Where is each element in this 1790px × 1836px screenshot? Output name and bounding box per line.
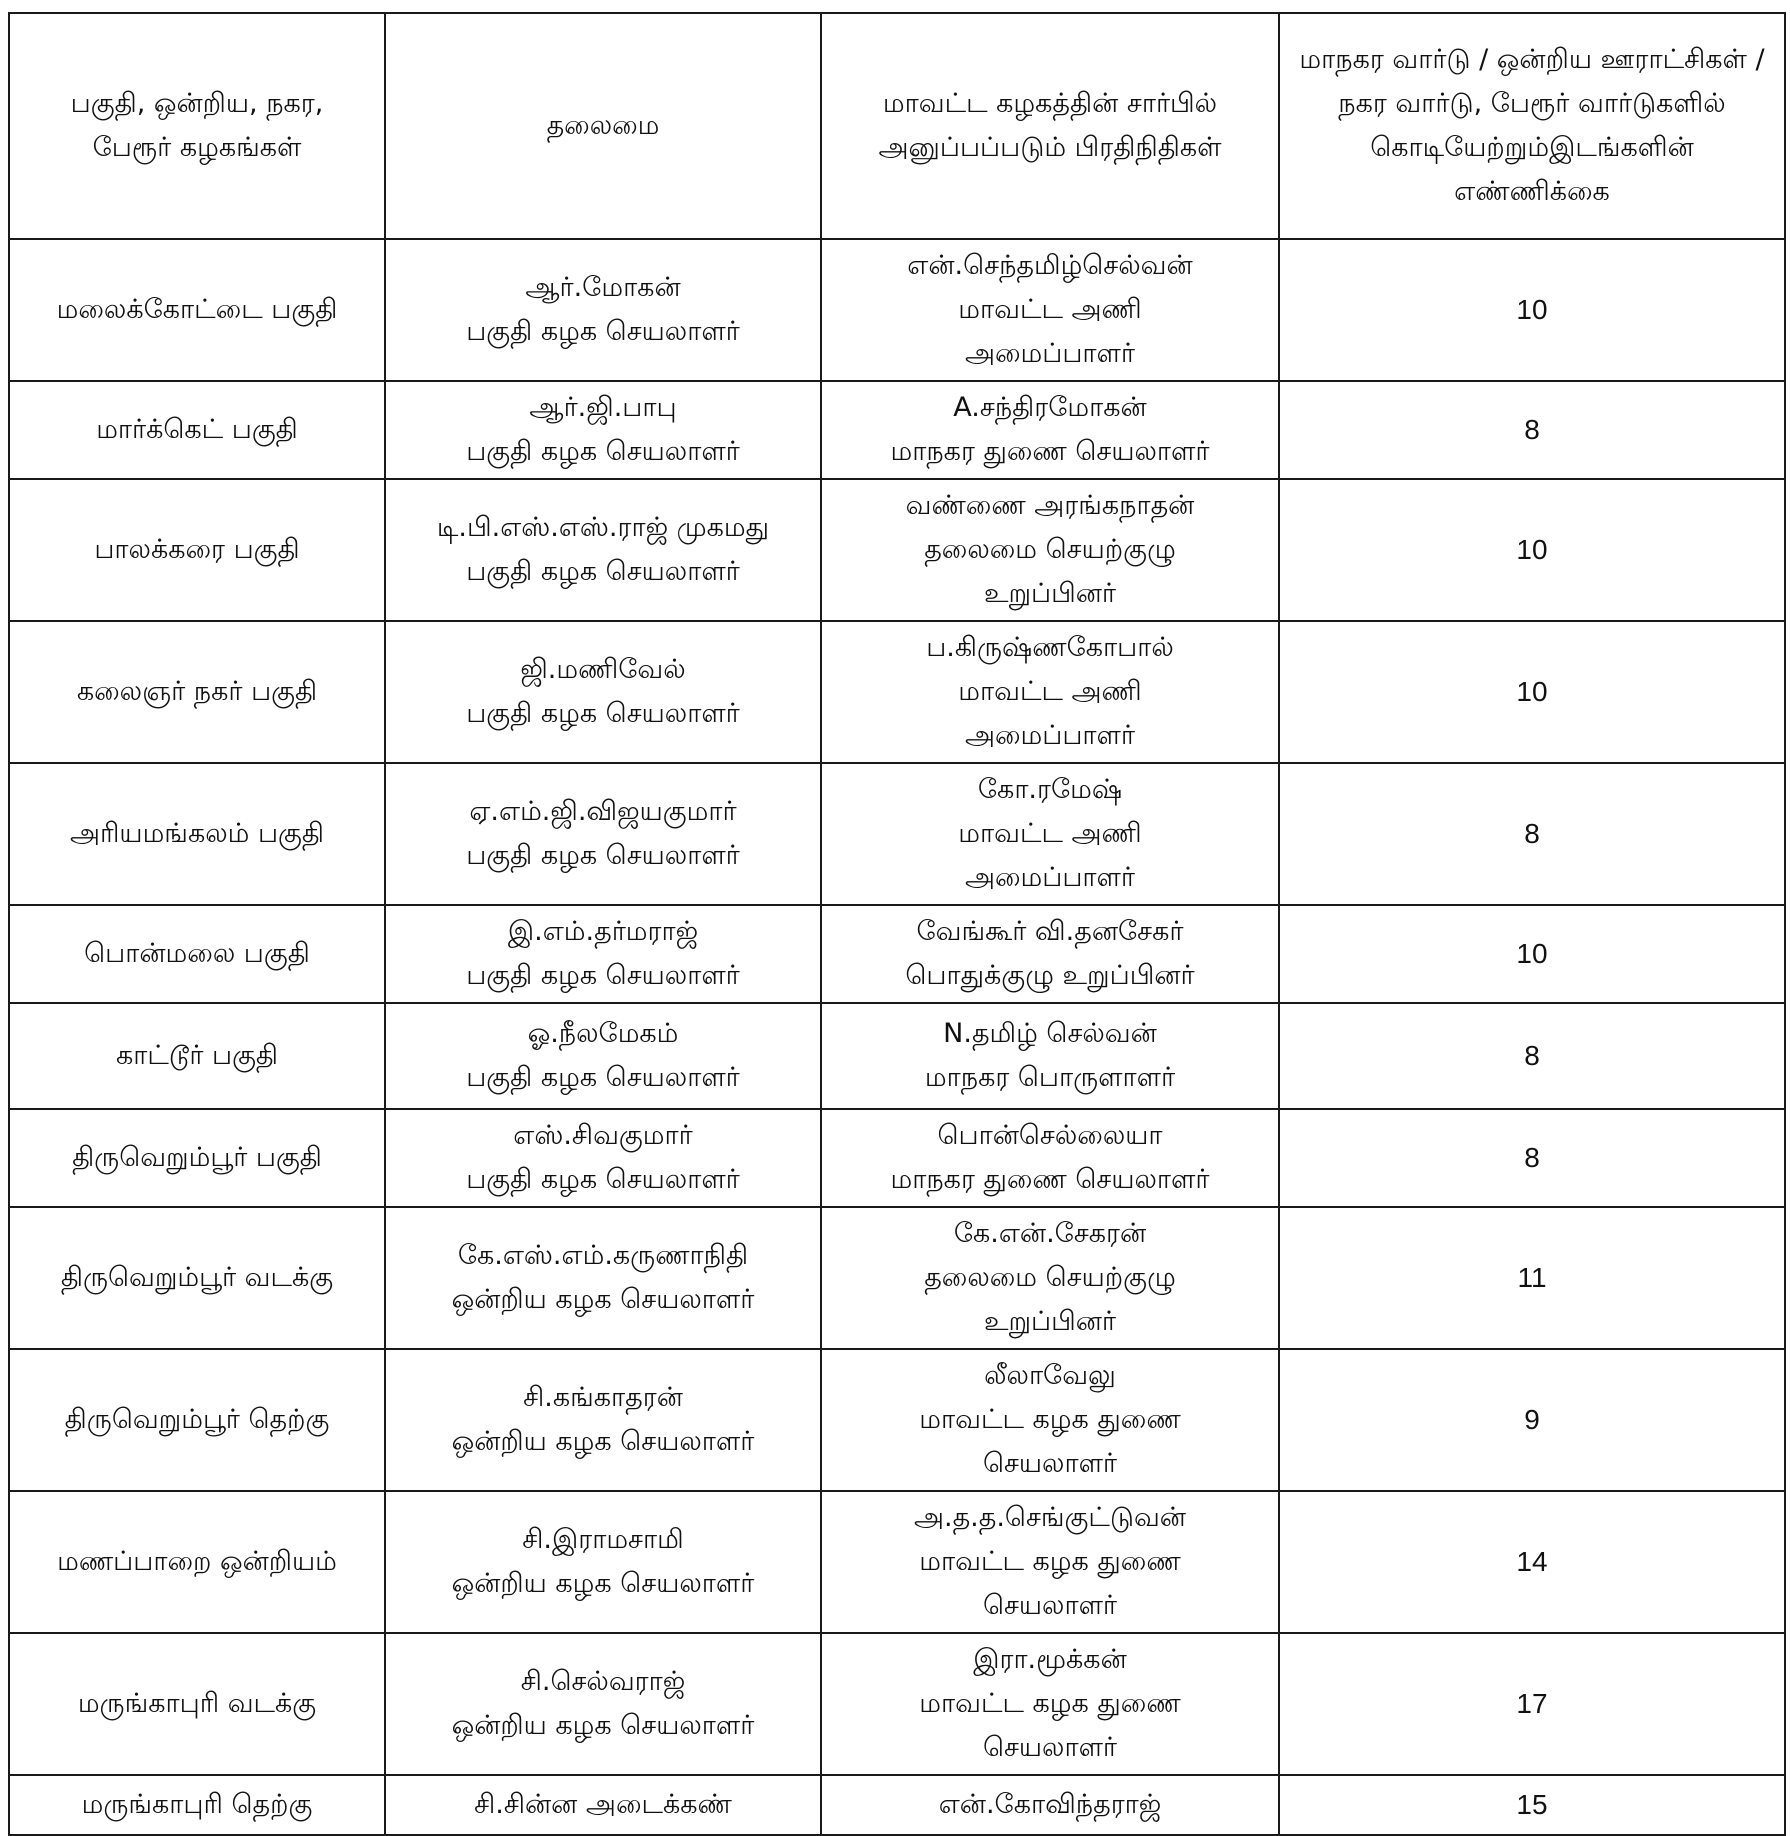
header-flag-count: மாநகர வார்டு / ஒன்றிய ஊராட்சிகள் / நகர வார்டு, பேரூர் வார்டுகளில் கொடியேற்றும்இடங்களின் எண்ணிக்கை	[1279, 13, 1785, 239]
flag-count-cell	[1279, 905, 1785, 1003]
representative-name: என்.கோவிந்தராஜ்	[938, 1789, 1162, 1820]
representative-name: இரா.மூக்கன்	[973, 1644, 1127, 1675]
leadership-cell	[385, 905, 821, 1003]
leadership-cell	[385, 239, 821, 381]
unit-cell	[9, 905, 385, 1003]
flag-count: 8	[1524, 1040, 1540, 1071]
leadership-cell	[385, 479, 821, 621]
flag-count-cell	[1279, 1491, 1785, 1633]
representative-role: மாவட்ட அணி அமைப்பாளர்	[958, 818, 1142, 893]
representative-cell	[821, 1003, 1279, 1109]
leader-role: பகுதி கழக செயலாளர்	[466, 1062, 740, 1093]
table-row	[9, 1775, 1785, 1835]
flag-count-cell	[1279, 621, 1785, 763]
flag-count-cell	[1279, 381, 1785, 479]
leadership-cell	[385, 1003, 821, 1109]
leader-role: பகுதி கழக செயலாளர்	[466, 436, 740, 467]
unit-cell	[9, 479, 385, 621]
leader-name: ஆர்.மோகன்	[525, 272, 681, 303]
unit-cell	[9, 763, 385, 905]
unit-cell	[9, 1003, 385, 1109]
flag-count: 14	[1516, 1546, 1548, 1577]
flag-count-cell	[1279, 1109, 1785, 1207]
leadership-cell	[385, 1349, 821, 1491]
flag-count-cell	[1279, 239, 1785, 381]
representative-cell	[821, 479, 1279, 621]
table-row	[9, 479, 1785, 621]
flag-count-cell	[1279, 1349, 1785, 1491]
representative-cell	[821, 621, 1279, 763]
table-row	[9, 1207, 1785, 1349]
header-unit: பகுதி, ஒன்றிய, நகர, பேரூர் கழகங்கள்	[9, 13, 385, 239]
leader-role: பகுதி கழக செயலாளர்	[466, 698, 740, 729]
leadership-cell	[385, 763, 821, 905]
representative-role: மாவட்ட அணி அமைப்பாளர்	[958, 294, 1142, 369]
unit-cell	[9, 1109, 385, 1207]
representative-role: தலைமை செயற்குழு உறுப்பினர்	[924, 1262, 1176, 1337]
representative-role: மாவட்ட கழக துணை செயலாளர்	[919, 1688, 1181, 1763]
representative-name: A.சந்திரமோகன்	[953, 392, 1147, 423]
leadership-cell	[385, 621, 821, 763]
unit-name: மலைக்கோட்டை பகுதி	[56, 294, 338, 325]
flag-count: 10	[1516, 676, 1548, 707]
leadership-cell	[385, 381, 821, 479]
unit-name: திருவெறும்பூர் பகுதி	[72, 1142, 322, 1173]
table-row	[9, 1109, 1785, 1207]
flag-count-cell	[1279, 1775, 1785, 1835]
table-row	[9, 1003, 1785, 1109]
leader-name: எஸ்.சிவகுமார்	[513, 1120, 693, 1151]
flag-count: 15	[1516, 1789, 1548, 1820]
representative-cell	[821, 381, 1279, 479]
leader-name: ஜி.மணிவேல்	[520, 654, 686, 685]
unit-cell	[9, 1207, 385, 1349]
unit-cell	[9, 381, 385, 479]
flag-count-cell	[1279, 479, 1785, 621]
unit-cell	[9, 621, 385, 763]
leader-name: சி.இராமசாமி	[522, 1524, 684, 1555]
representative-cell	[821, 763, 1279, 905]
table-row	[9, 905, 1785, 1003]
flag-count: 8	[1524, 818, 1540, 849]
representative-name: N.தமிழ் செல்வன்	[943, 1018, 1157, 1049]
flag-count: 11	[1517, 1262, 1547, 1293]
leadership-cell	[385, 1775, 821, 1835]
representative-role: மாநகர துணை செயலாளர்	[890, 436, 1210, 467]
representative-cell	[821, 1633, 1279, 1775]
representative-name: லீலாவேலு	[984, 1360, 1116, 1391]
table-header-row	[9, 13, 1785, 239]
representative-role: மாவட்ட கழக துணை செயலாளர்	[919, 1404, 1181, 1479]
unit-name: மார்க்கெட் பகுதி	[96, 414, 298, 445]
header-representatives: மாவட்ட கழகத்தின் சார்பில் அனுப்பப்படும் பிரதிநிதிகள்	[821, 13, 1279, 239]
representative-name: ப.கிருஷ்ணகோபால்	[926, 632, 1174, 663]
unit-name: திருவெறும்பூர் வடக்கு	[60, 1262, 334, 1293]
unit-cell	[9, 1633, 385, 1775]
representative-cell	[821, 1207, 1279, 1349]
unit-name: கலைஞர் நகர் பகுதி	[76, 676, 318, 707]
table-row	[9, 1633, 1785, 1775]
representative-role: மாநகர பொருளாளர்	[924, 1062, 1176, 1093]
representative-name: வண்ணை அரங்கநாதன்	[905, 490, 1195, 521]
table-row	[9, 621, 1785, 763]
unit-name: காட்டூர் பகுதி	[115, 1040, 279, 1071]
unit-name: பாலக்கரை பகுதி	[94, 534, 300, 565]
unit-name: அரியமங்கலம் பகுதி	[69, 818, 324, 849]
leader-name: சி.செல்வராஜ்	[520, 1666, 686, 1697]
representative-role: பொதுக்குழு உறுப்பினர்	[905, 960, 1195, 991]
flag-count: 8	[1524, 414, 1540, 445]
flag-count: 10	[1516, 534, 1548, 565]
representative-role: மாவட்ட கழக துணை செயலாளர்	[919, 1546, 1181, 1621]
representative-cell	[821, 1491, 1279, 1633]
leader-role: ஒன்றிய கழக செயலாளர்	[451, 1568, 755, 1599]
representative-name: பொன்செல்லையா	[937, 1120, 1163, 1151]
unit-cell	[9, 1491, 385, 1633]
unit-name: மருங்காபுரி வடக்கு	[77, 1688, 317, 1719]
leader-name: கே.எஸ்.எம்.கருணாநிதி	[457, 1240, 749, 1271]
representative-cell	[821, 239, 1279, 381]
flag-count-cell	[1279, 1003, 1785, 1109]
table-body	[9, 239, 1785, 1835]
leader-role: ஒன்றிய கழக செயலாளர்	[451, 1284, 755, 1315]
representative-cell	[821, 1349, 1279, 1491]
representative-name: வேங்கூர் வி.தனசேகர்	[916, 916, 1184, 947]
flag-count: 17	[1516, 1688, 1548, 1719]
flag-count-cell	[1279, 1207, 1785, 1349]
leader-role: பகுதி கழக செயலாளர்	[466, 316, 740, 347]
table-row	[9, 763, 1785, 905]
representative-name: என்.செந்தமிழ்செல்வன்	[907, 250, 1193, 281]
unit-name: மருங்காபுரி தெற்கு	[81, 1789, 313, 1820]
unit-name: மணப்பாறை ஒன்றியம்	[57, 1546, 337, 1577]
table-row	[9, 381, 1785, 479]
flag-count: 10	[1516, 294, 1548, 325]
leadership-cell	[385, 1207, 821, 1349]
representative-name: கோ.ரமேஷ்	[977, 774, 1123, 805]
representative-name: அ.த.த.செங்குட்டுவன்	[914, 1502, 1186, 1533]
representative-cell	[821, 905, 1279, 1003]
leader-role: பகுதி கழக செயலாளர்	[466, 1164, 740, 1195]
unit-cell	[9, 1349, 385, 1491]
leadership-cell	[385, 1109, 821, 1207]
leader-role: பகுதி கழக செயலாளர்	[466, 960, 740, 991]
leader-name: சி.கங்காதரன்	[523, 1382, 683, 1413]
leader-role: பகுதி கழக செயலாளர்	[466, 840, 740, 871]
representative-role: தலைமை செயற்குழு உறுப்பினர்	[924, 534, 1176, 609]
table-row	[9, 1491, 1785, 1633]
flag-count: 10	[1516, 938, 1548, 969]
representative-cell	[821, 1109, 1279, 1207]
unit-name: திருவெறும்பூர் தெற்கு	[64, 1404, 330, 1435]
flag-hoisting-table	[8, 12, 1786, 1836]
unit-cell	[9, 1775, 385, 1835]
leader-role: ஒன்றிய கழக செயலாளர்	[451, 1426, 755, 1457]
flag-count: 9	[1524, 1404, 1540, 1435]
representative-role: மாநகர துணை செயலாளர்	[890, 1164, 1210, 1195]
header-leadership: தலைமை	[385, 13, 821, 239]
leader-name: ஏ.எம்.ஜி.விஜயகுமார்	[469, 796, 737, 827]
table-row	[9, 1349, 1785, 1491]
table-row	[9, 239, 1785, 381]
unit-name: பொன்மலை பகுதி	[84, 938, 310, 969]
leader-name: டி.பி.எஸ்.எஸ்.ராஜ் முகமது	[436, 512, 770, 543]
representative-cell	[821, 1775, 1279, 1835]
flag-count-cell	[1279, 763, 1785, 905]
leader-role: ஒன்றிய கழக செயலாளர்	[451, 1710, 755, 1741]
leader-role: பகுதி கழக செயலாளர்	[466, 556, 740, 587]
leader-name: சி.சின்ன அடைக்கண்	[474, 1789, 732, 1820]
representative-role: மாவட்ட அணி அமைப்பாளர்	[958, 676, 1142, 751]
leadership-cell	[385, 1491, 821, 1633]
unit-cell	[9, 239, 385, 381]
flag-count-cell	[1279, 1633, 1785, 1775]
leader-name: ஆர்.ஜி.பாபு	[529, 392, 677, 423]
leader-name: ஓ.நீலமேகம்	[527, 1018, 679, 1049]
flag-count: 8	[1524, 1142, 1540, 1173]
leadership-cell	[385, 1633, 821, 1775]
representative-name: கே.என்.சேகரன்	[953, 1218, 1147, 1249]
leader-name: இ.எம்.தர்மராஜ்	[507, 916, 699, 947]
flag-hoisting-table-sheet	[8, 12, 1784, 1836]
